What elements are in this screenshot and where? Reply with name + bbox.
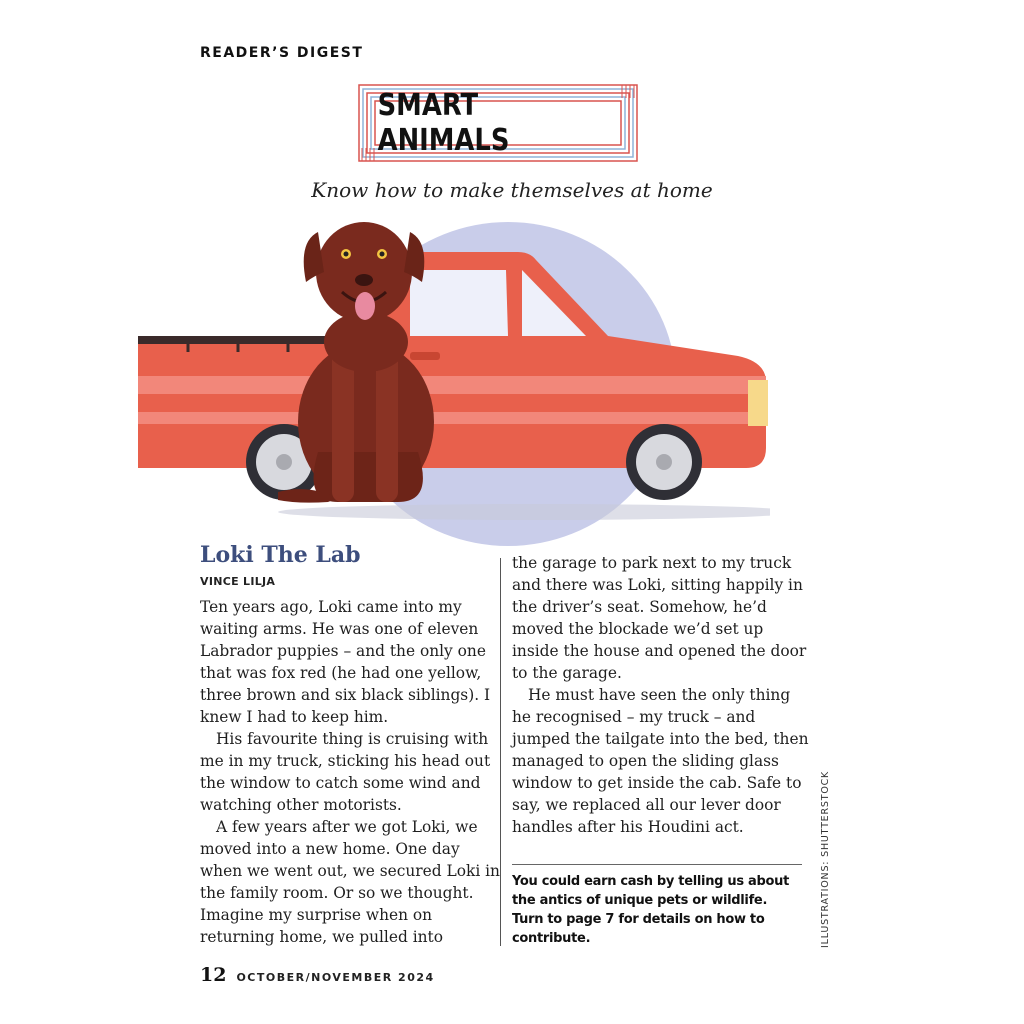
illustration-credit: ILLUSTRATIONS: SHUTTERSTOCK <box>820 770 831 948</box>
story-paragraph-3-continued: the garage to park next to my truck and there was Loki, sitting happily in the driver’s seat. Somehow, he’d moved the blockade we’d set up inside the house and opened the door to the garage. <box>512 554 807 682</box>
note-divider <box>512 864 802 865</box>
section-subtitle: Know how to make themselves at home <box>311 178 713 202</box>
page-footer <box>200 964 435 986</box>
story-paragraph-1: Ten years ago, Loki came into my waiting arms. He was one of eleven Labrador puppies – and the only one that was fox red (he had one yellow, three brown and six black siblings). I knew I had to keep him. <box>200 598 491 726</box>
story-column-right <box>512 552 812 838</box>
story-paragraph-4: He must have seen the only thing he recognised – my truck – and jumped the tailgate into the bed, then managed to open the sliding glass window to get inside the cab. Safe to say, we replaced all our lever door handles after his Houdini act. <box>512 686 809 836</box>
story-title: Loki The Lab <box>200 542 361 568</box>
contribute-note: You could earn cash by telling us about the antics of unique pets or wildlife. Turn to page 7 for details on how to contribute. <box>512 874 789 946</box>
story-author: VINCE LILJA <box>200 575 276 588</box>
column-divider <box>500 558 501 946</box>
issue-date: OCTOBER/NOVEMBER 2024 <box>236 971 435 984</box>
section-title-box <box>358 84 638 162</box>
page-number: 12 <box>200 964 227 986</box>
section-title: SMART ANIMALS <box>377 88 510 158</box>
dog-and-truck-illustration <box>138 212 770 552</box>
masthead: READER’S DIGEST <box>200 45 364 61</box>
story-column-left <box>200 596 500 948</box>
story-paragraph-3: A few years after we got Loki, we moved into a new home. One day when we went out, we secured Loki in the family room. Or so we thought. Imagine my surprise when on returning home, we pulled into <box>200 818 500 946</box>
story-paragraph-2: His favourite thing is cruising with me in my truck, sticking his head out the window to catch some wind and watching other motorists. <box>200 730 491 814</box>
